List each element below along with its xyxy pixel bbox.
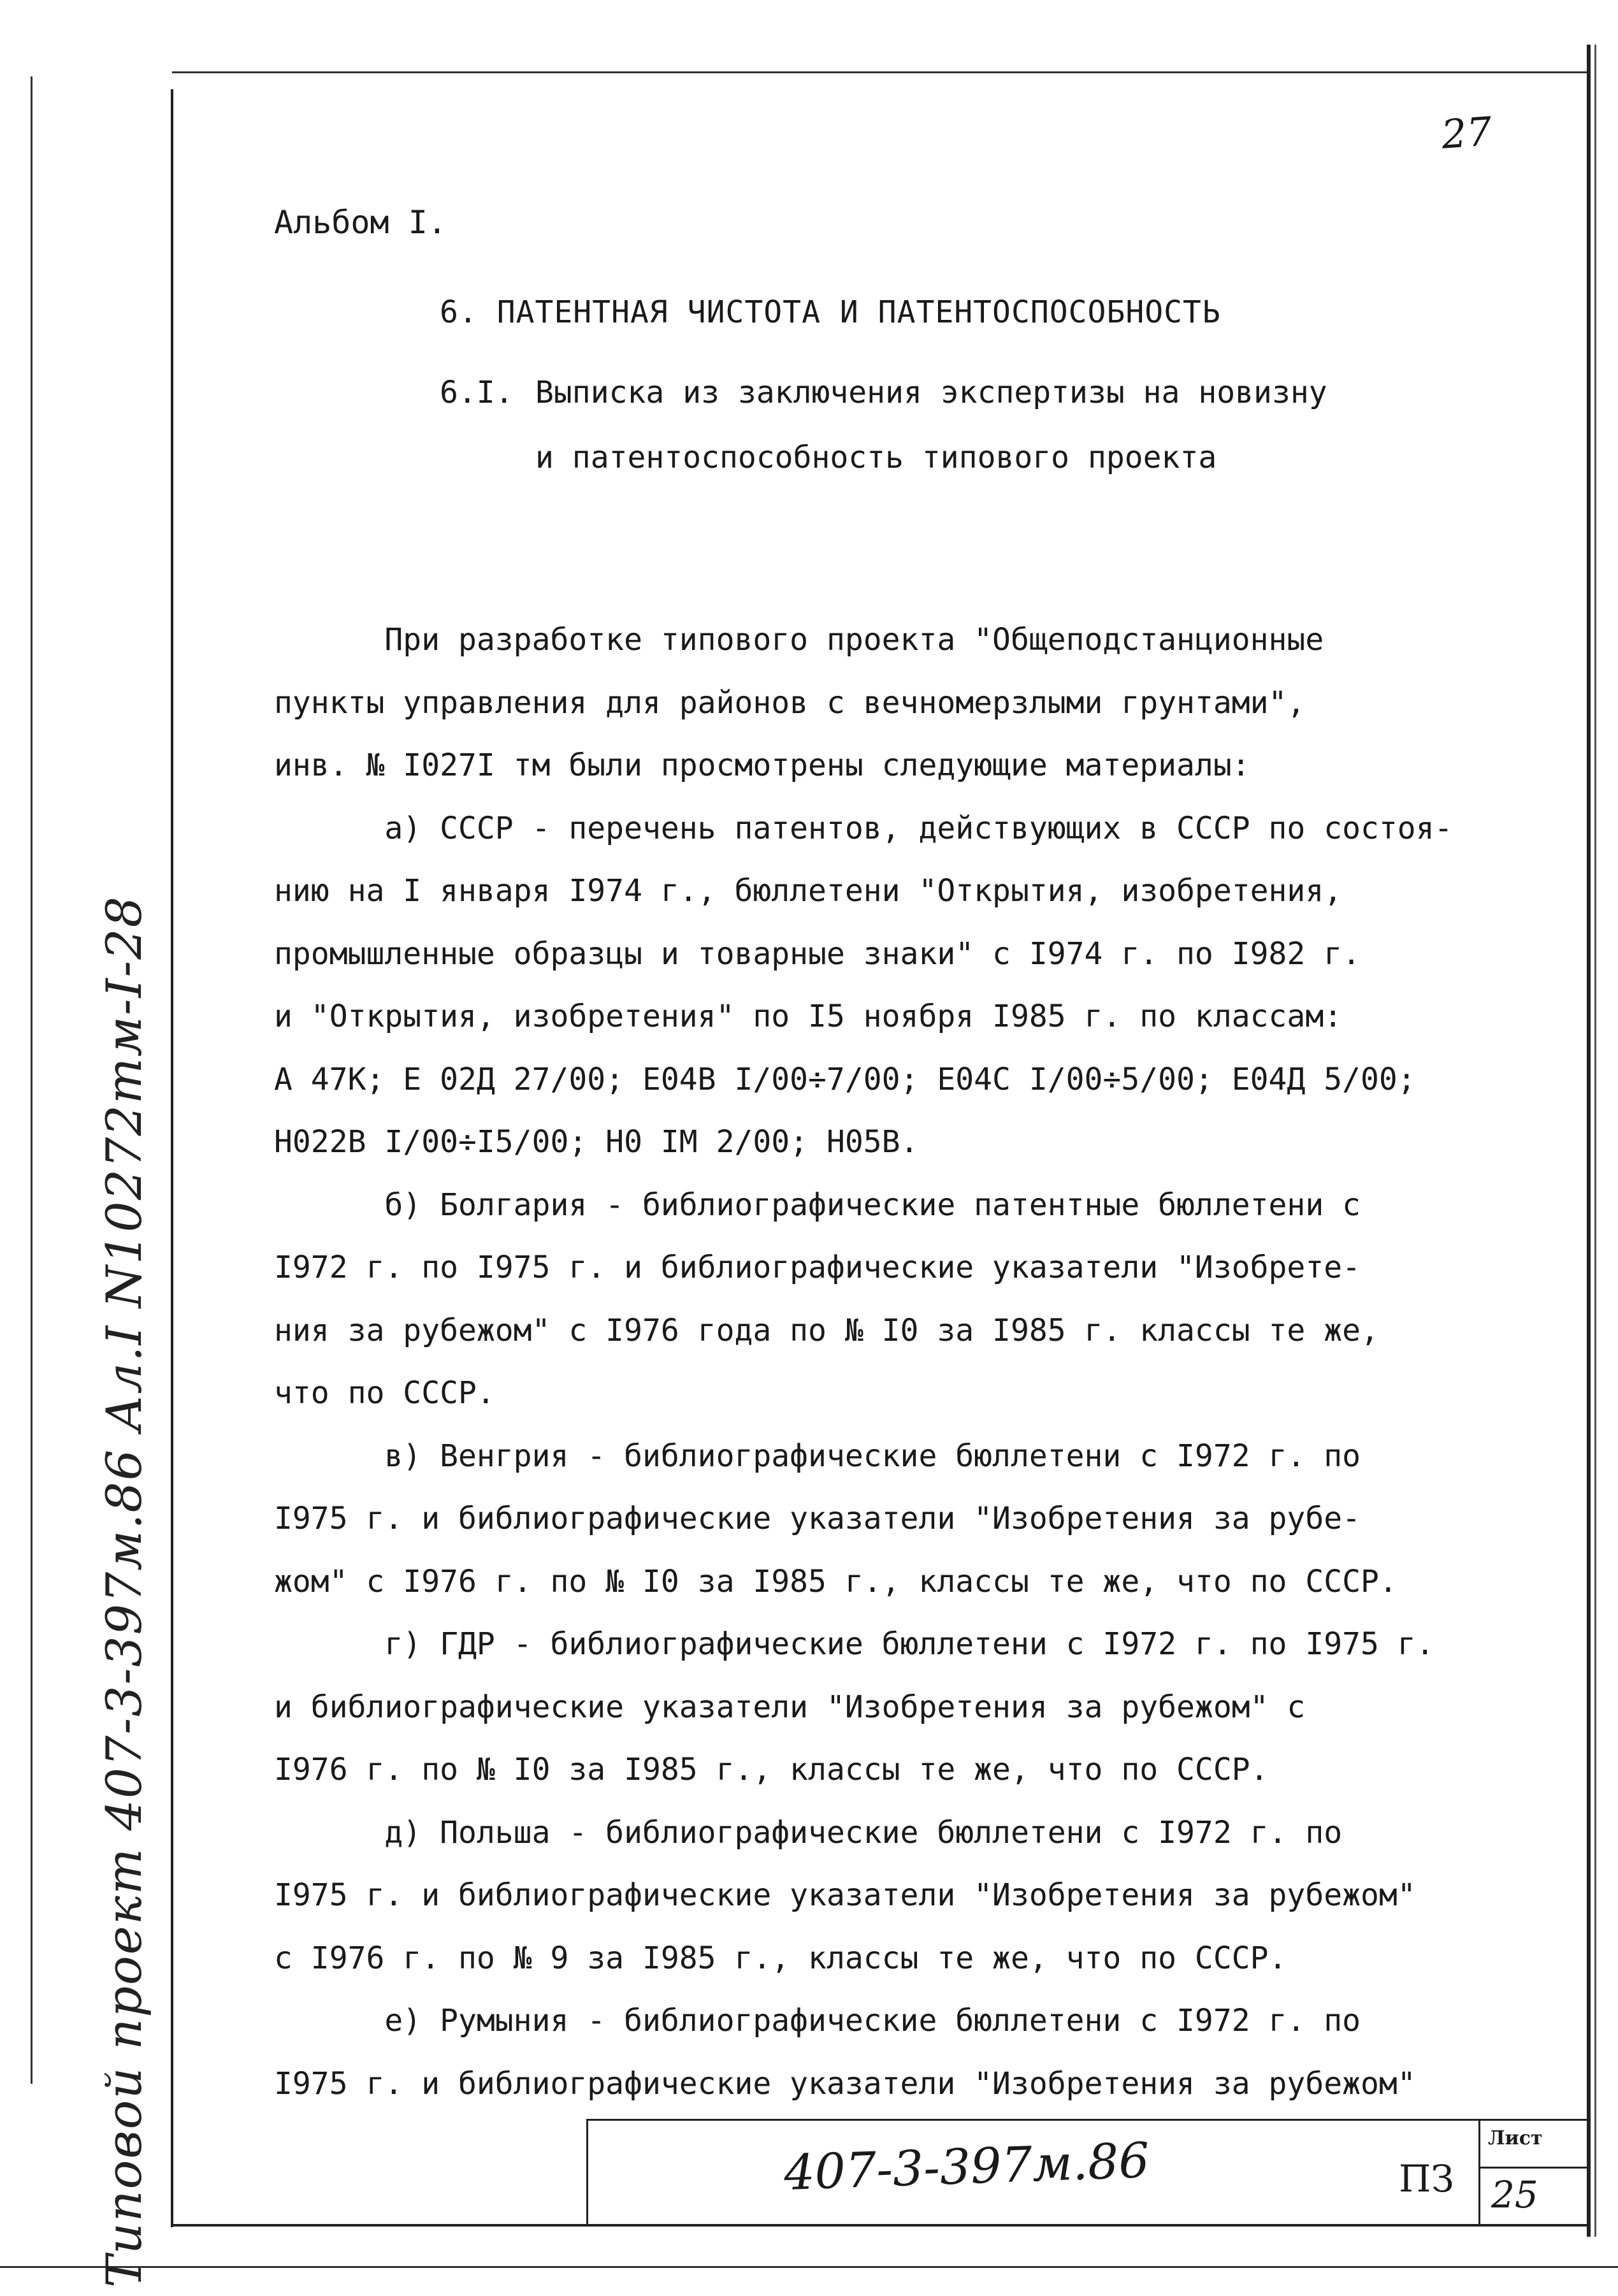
text-line: А 47К; Е 02Д 27/00; Е04В I/00÷7/00; Е04С I/00÷5/00; Е04Д 5/00; bbox=[274, 1061, 1416, 1097]
text-line: б) Болгария - библиографические патентные бюллетени с bbox=[274, 1187, 1361, 1223]
text-line: в) Венгрия - библиографические бюллетени с I972 г. по bbox=[274, 1438, 1361, 1474]
sheet-box-divider bbox=[1478, 2167, 1588, 2169]
text-line: I972 г. по I975 г. и библиографические указатели "Изобрете- bbox=[274, 1250, 1361, 1285]
text-line: пункты управления для районов с вечномерзлыми грунтами", bbox=[274, 684, 1306, 721]
text-line: д) Польша - библиографические бюллетени с I972 г. по bbox=[274, 1814, 1343, 1851]
text-line: с I976 г. по № 9 за I985 г., классы те же, что по СССР. bbox=[274, 1940, 1287, 1976]
side-stamp: Типовой проект 407-3-397м.86 Ал.I N10272тм-I-28 bbox=[96, 895, 152, 2288]
text-line: и библиографические указатели "Изобретения за рубежом" с bbox=[274, 1689, 1306, 1725]
sheet-label: Лист bbox=[1488, 2127, 1543, 2149]
frame-bottom-border bbox=[172, 2224, 1588, 2227]
section-heading: 6. ПАТЕНТНАЯ ЧИСТОТА И ПАТЕНТОСПОСОБНОСТЬ bbox=[440, 294, 1221, 330]
title-block-top bbox=[586, 2119, 1587, 2121]
document-code: 407-3-397м.86 bbox=[783, 2132, 1151, 2201]
text-line: промышленные образцы и товарные знаки" с I974 г. по I982 г. bbox=[274, 935, 1361, 972]
text-line: инв. № I027I тм были просмотрены следующие материалы: bbox=[274, 747, 1250, 783]
text-line: При разработке типового проекта "Общеподстанционные bbox=[274, 622, 1324, 658]
sheet-box-left bbox=[1478, 2119, 1480, 2226]
body-text bbox=[274, 609, 1536, 2115]
bottom-rule bbox=[0, 2266, 1618, 2268]
frame-left-border bbox=[171, 89, 173, 2227]
text-line: е) Румыния - библиографические бюллетени с I972 г. по bbox=[274, 2003, 1361, 2039]
page-edge bbox=[31, 76, 33, 2084]
subsection-number: 6.I. bbox=[440, 375, 514, 410]
text-line: I975 г. и библиографические указатели "Изобретения за рубежом" bbox=[274, 2065, 1416, 2102]
frame-right-border bbox=[1587, 45, 1591, 2237]
text-line: и "Открытия, изобретения" по I5 ноября I985 г. по классам: bbox=[274, 999, 1343, 1034]
text-line: жом" с I976 г. по № I0 за I985 г., классы те же, что по СССР. bbox=[274, 1563, 1398, 1599]
text-line: I976 г. по № I0 за I985 г., классы те же, что по СССР. bbox=[274, 1752, 1269, 1787]
text-line: а) СССР - перечень патентов, действующих в СССР по состоя- bbox=[274, 810, 1453, 846]
text-line: I975 г. и библиографические указатели "Изобретения за рубе- bbox=[274, 1501, 1361, 1536]
text-line: ния за рубежом" с I976 года по № I0 за I985 г. классы те же, bbox=[274, 1312, 1379, 1348]
text-line: нию на I января I974 г., бюллетени "Открытия, изобретения, bbox=[274, 873, 1343, 909]
sheet-number: 25 bbox=[1491, 2173, 1538, 2216]
section-code: ПЗ bbox=[1399, 2157, 1454, 2200]
text-line: что по СССР. bbox=[274, 1375, 495, 1411]
frame-top-border bbox=[172, 71, 1587, 73]
frame-right-border-outer bbox=[1594, 45, 1596, 2237]
text-line: Н022В I/00÷I5/00; Н0 IM 2/00; Н05В. bbox=[274, 1124, 919, 1160]
text-line: г) ГДР - библиографические бюллетени с I972 г. по I975 г. bbox=[274, 1626, 1434, 1662]
text-line: I975 г. и библиографические указатели "Изобретения за рубежом" bbox=[274, 1877, 1416, 1913]
album-label: Альбом I. bbox=[274, 204, 447, 241]
title-block-left bbox=[586, 2119, 588, 2226]
subsection-title: Выписка из заключения экспертизы на новизну и патентоспособность типового проекта bbox=[535, 375, 1327, 475]
page-number: 27 bbox=[1440, 108, 1494, 158]
